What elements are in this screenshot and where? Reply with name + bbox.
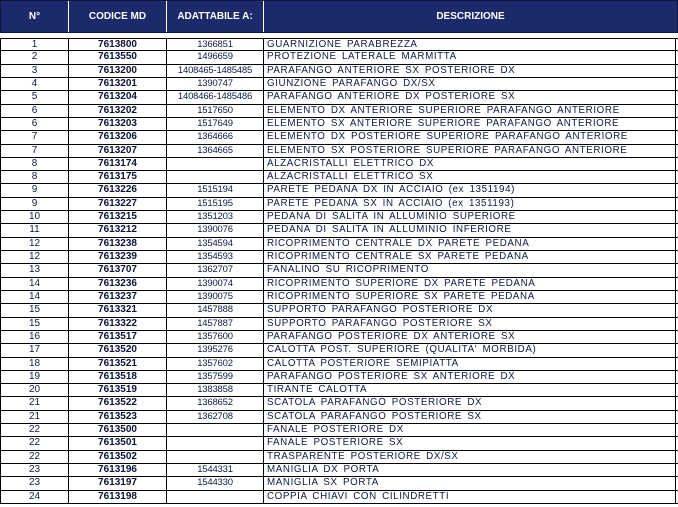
table-row xyxy=(0,464,678,477)
row-number: 19 xyxy=(0,371,68,383)
table-row xyxy=(0,105,678,118)
part-description: SCATOLA PARAFANGO POSTERIORE SX xyxy=(263,411,676,423)
part-description: ALZACRISTALLI ELETTRICO DX xyxy=(263,158,676,170)
part-code: 7613517 xyxy=(68,331,166,343)
table-row xyxy=(0,264,678,277)
compatible-code: 1496659 xyxy=(166,51,263,63)
table-row xyxy=(0,371,678,384)
table-header xyxy=(0,0,678,33)
row-number: 11 xyxy=(0,224,68,236)
table-row xyxy=(0,65,678,78)
part-description: MANIGLIA SX PORTA xyxy=(263,477,676,489)
part-code: 7613523 xyxy=(68,411,166,423)
row-number: 12 xyxy=(0,251,68,263)
part-description: CALOTTA POSTERIORE SEMIPIATTA xyxy=(263,358,676,370)
part-code: 7613550 xyxy=(68,51,166,63)
compatible-code: 1515194 xyxy=(166,184,263,196)
part-description: RICOPRIMENTO SUPERIORE SX PARETE PEDANA xyxy=(263,291,676,303)
row-number: 23 xyxy=(0,464,68,476)
part-code: 7613239 xyxy=(68,251,166,263)
part-code: 7613198 xyxy=(68,491,166,503)
table-row xyxy=(0,131,678,144)
part-description: PARAFANGO POSTERIORE DX ANTERIORE SX xyxy=(263,331,676,343)
part-description: RICOPRIMENTO SUPERIORE DX PARETE PEDANA xyxy=(263,278,676,290)
table-row xyxy=(0,211,678,224)
compatible-code xyxy=(166,424,263,436)
compatible-code xyxy=(166,451,263,463)
header-description: DESCRIZIONE xyxy=(436,11,505,22)
table-row xyxy=(0,184,678,197)
part-description: ELEMENTO SX ANTERIORE SUPERIORE PARAFANGO ANTERIORE xyxy=(263,118,676,130)
part-description: RICOPRIMENTO CENTRALE DX PARETE PEDANA xyxy=(263,238,676,250)
part-code: 7613521 xyxy=(68,358,166,370)
compatible-code: 1357602 xyxy=(166,358,263,370)
table-row xyxy=(0,451,678,464)
compatible-code: 1362707 xyxy=(166,264,263,276)
row-number: 23 xyxy=(0,477,68,489)
part-code: 7613520 xyxy=(68,344,166,356)
part-description: CALOTTA POST. SUPERIORE (QUALITA' MORBIDA) xyxy=(263,344,676,356)
table-row xyxy=(0,397,678,410)
compatible-code: 1357600 xyxy=(166,331,263,343)
header-number: N° xyxy=(1,1,69,32)
part-description: PARAFANGO POSTERIORE SX ANTERIORE DX xyxy=(263,371,676,383)
table-row xyxy=(0,304,678,317)
part-code: 7613201 xyxy=(68,78,166,90)
table-row xyxy=(0,384,678,397)
compatible-code: 1364665 xyxy=(166,145,263,157)
compatible-code: 1408466-1485486 xyxy=(166,91,263,103)
part-code: 7613175 xyxy=(68,171,166,183)
compatible-code xyxy=(166,171,263,183)
part-code: 7613522 xyxy=(68,397,166,409)
compatible-code xyxy=(166,437,263,449)
table-row xyxy=(0,158,678,171)
part-code: 7613202 xyxy=(68,105,166,117)
compatible-code: 1354594 xyxy=(166,238,263,250)
table-row xyxy=(0,238,678,251)
table-row xyxy=(0,251,678,264)
part-description: GIUNZIONE PARAFANGO DX/SX xyxy=(263,78,676,90)
table-row xyxy=(0,224,678,237)
row-number: 18 xyxy=(0,358,68,370)
table-row xyxy=(0,198,678,211)
row-number: 13 xyxy=(0,264,68,276)
part-code: 7613207 xyxy=(68,145,166,157)
table-row xyxy=(0,51,678,64)
part-code: 7613203 xyxy=(68,118,166,130)
table-row xyxy=(0,491,678,504)
row-number: 17 xyxy=(0,344,68,356)
part-code: 7613322 xyxy=(68,318,166,330)
compatible-code: 1351203 xyxy=(166,211,263,223)
part-code: 7613501 xyxy=(68,437,166,449)
part-code: 7613236 xyxy=(68,278,166,290)
part-code: 7613227 xyxy=(68,198,166,210)
row-number: 9 xyxy=(0,198,68,210)
row-number: 6 xyxy=(0,118,68,130)
compatible-code: 1544330 xyxy=(166,477,263,489)
table-row xyxy=(0,344,678,357)
row-number: 14 xyxy=(0,291,68,303)
table-row xyxy=(0,318,678,331)
part-description: FANALE POSTERIORE SX xyxy=(263,437,676,449)
row-number: 8 xyxy=(0,158,68,170)
table-row xyxy=(0,424,678,437)
table-row xyxy=(0,291,678,304)
table-row xyxy=(0,331,678,344)
part-code: 7613226 xyxy=(68,184,166,196)
part-description: SUPPORTO PARAFANGO POSTERIORE DX xyxy=(263,304,676,316)
compatible-code xyxy=(166,491,263,503)
compatible-code: 1368652 xyxy=(166,397,263,409)
compatible-code: 1383858 xyxy=(166,384,263,396)
compatible-code: 1457887 xyxy=(166,318,263,330)
part-code: 7613204 xyxy=(68,91,166,103)
table-row xyxy=(0,411,678,424)
part-code: 7613174 xyxy=(68,158,166,170)
part-description: PEDANA DI SALITA IN ALLUMINIO INFERIORE xyxy=(263,224,676,236)
compatible-code: 1544331 xyxy=(166,464,263,476)
row-number: 16 xyxy=(0,331,68,343)
part-description: PARAFANGO ANTERIORE DX POSTERIORE SX xyxy=(263,91,676,103)
compatible-code xyxy=(166,158,263,170)
part-description: FANALINO SU RICOPRIMENTO xyxy=(263,264,676,276)
table-row xyxy=(0,437,678,450)
table-row xyxy=(0,118,678,131)
compatible-code: 1390075 xyxy=(166,291,263,303)
row-number: 2 xyxy=(0,51,68,63)
row-number: 7 xyxy=(0,131,68,143)
part-description: PARETE PEDANA SX IN ACCIAIO (ex 1351193) xyxy=(263,198,676,210)
row-number: 6 xyxy=(0,105,68,117)
part-description: COPPIA CHIAVI CON CILINDRETTI xyxy=(263,491,676,503)
row-number: 22 xyxy=(0,424,68,436)
part-code: 7613502 xyxy=(68,451,166,463)
table-body xyxy=(0,38,678,504)
row-number: 7 xyxy=(0,145,68,157)
row-number: 3 xyxy=(0,65,68,77)
compatible-code: 1364666 xyxy=(166,131,263,143)
row-number: 20 xyxy=(0,384,68,396)
part-description: PARETE PEDANA DX IN ACCIAIO (ex 1351194) xyxy=(263,184,676,196)
compatible-code: 1390747 xyxy=(166,78,263,90)
row-number: 15 xyxy=(0,318,68,330)
row-number: 8 xyxy=(0,171,68,183)
part-code: 7613237 xyxy=(68,291,166,303)
compatible-code: 1362708 xyxy=(166,411,263,423)
table-row xyxy=(0,78,678,91)
part-code: 7613321 xyxy=(68,304,166,316)
row-number: 24 xyxy=(0,491,68,503)
part-description: PEDANA DI SALITA IN ALLUMINIO SUPERIORE xyxy=(263,211,676,223)
part-code: 7613238 xyxy=(68,238,166,250)
part-description: SUPPORTO PARAFANGO POSTERIORE SX xyxy=(263,318,676,330)
compatible-code: 1408465-1485485 xyxy=(166,65,263,77)
header-code: CODICE MD xyxy=(69,1,167,32)
table-row xyxy=(0,477,678,490)
part-description: GUARNIZIONE PARABREZZA xyxy=(263,39,676,50)
part-code: 7613200 xyxy=(68,65,166,77)
compatible-code: 1390074 xyxy=(166,278,263,290)
part-code: 7613518 xyxy=(68,371,166,383)
part-code: 7613206 xyxy=(68,131,166,143)
header-fits: ADATTABILE A: xyxy=(167,1,264,32)
compatible-code: 1515195 xyxy=(166,198,263,210)
table-row xyxy=(0,171,678,184)
part-description: PARAFANGO ANTERIORE SX POSTERIORE DX xyxy=(263,65,676,77)
row-number: 12 xyxy=(0,238,68,250)
row-number: 9 xyxy=(0,184,68,196)
table-row xyxy=(0,145,678,158)
part-description: ELEMENTO DX POSTERIORE SUPERIORE PARAFANGO ANTERIORE xyxy=(263,131,676,143)
row-number: 4 xyxy=(0,78,68,90)
part-description: MANIGLIA DX PORTA xyxy=(263,464,676,476)
part-description: TIRANTE CALOTTA xyxy=(263,384,676,396)
compatible-code: 1366851 xyxy=(166,39,263,50)
table-row xyxy=(0,91,678,104)
row-number: 5 xyxy=(0,91,68,103)
compatible-code: 1457888 xyxy=(166,304,263,316)
compatible-code: 1354593 xyxy=(166,251,263,263)
compatible-code: 1395276 xyxy=(166,344,263,356)
row-number: 21 xyxy=(0,411,68,423)
part-code: 7613215 xyxy=(68,211,166,223)
row-number: 1 xyxy=(0,39,68,50)
row-number: 10 xyxy=(0,211,68,223)
compatible-code: 1517649 xyxy=(166,118,263,130)
compatible-code: 1357599 xyxy=(166,371,263,383)
part-description: ALZACRISTALLI ELETTRICO SX xyxy=(263,171,676,183)
part-code: 7613519 xyxy=(68,384,166,396)
part-code: 7613500 xyxy=(68,424,166,436)
part-code: 7613196 xyxy=(68,464,166,476)
part-description: PROTEZIONE LATERALE MARMITTA xyxy=(263,51,676,63)
part-code: 7613707 xyxy=(68,264,166,276)
row-number: 15 xyxy=(0,304,68,316)
row-number: 22 xyxy=(0,437,68,449)
row-number: 22 xyxy=(0,451,68,463)
table-row xyxy=(0,278,678,291)
part-code: 7613212 xyxy=(68,224,166,236)
table-row xyxy=(0,38,678,51)
part-description: TRASPARENTE POSTERIORE DX/SX xyxy=(263,451,676,463)
table-row xyxy=(0,358,678,371)
part-code: 7613800 xyxy=(68,39,166,50)
part-code: 7613197 xyxy=(68,477,166,489)
part-description: ELEMENTO DX ANTERIORE SUPERIORE PARAFANGO ANTERIORE xyxy=(263,105,676,117)
part-description: SCATOLA PARAFANGO POSTERIORE DX xyxy=(263,397,676,409)
part-description: RICOPRIMENTO CENTRALE SX PARETE PEDANA xyxy=(263,251,676,263)
part-description: FANALE POSTERIORE DX xyxy=(263,424,676,436)
row-number: 14 xyxy=(0,278,68,290)
compatible-code: 1517650 xyxy=(166,105,263,117)
compatible-code: 1390076 xyxy=(166,224,263,236)
part-description: ELEMENTO SX POSTERIORE SUPERIORE PARAFANGO ANTERIORE xyxy=(263,145,676,157)
row-number: 21 xyxy=(0,397,68,409)
